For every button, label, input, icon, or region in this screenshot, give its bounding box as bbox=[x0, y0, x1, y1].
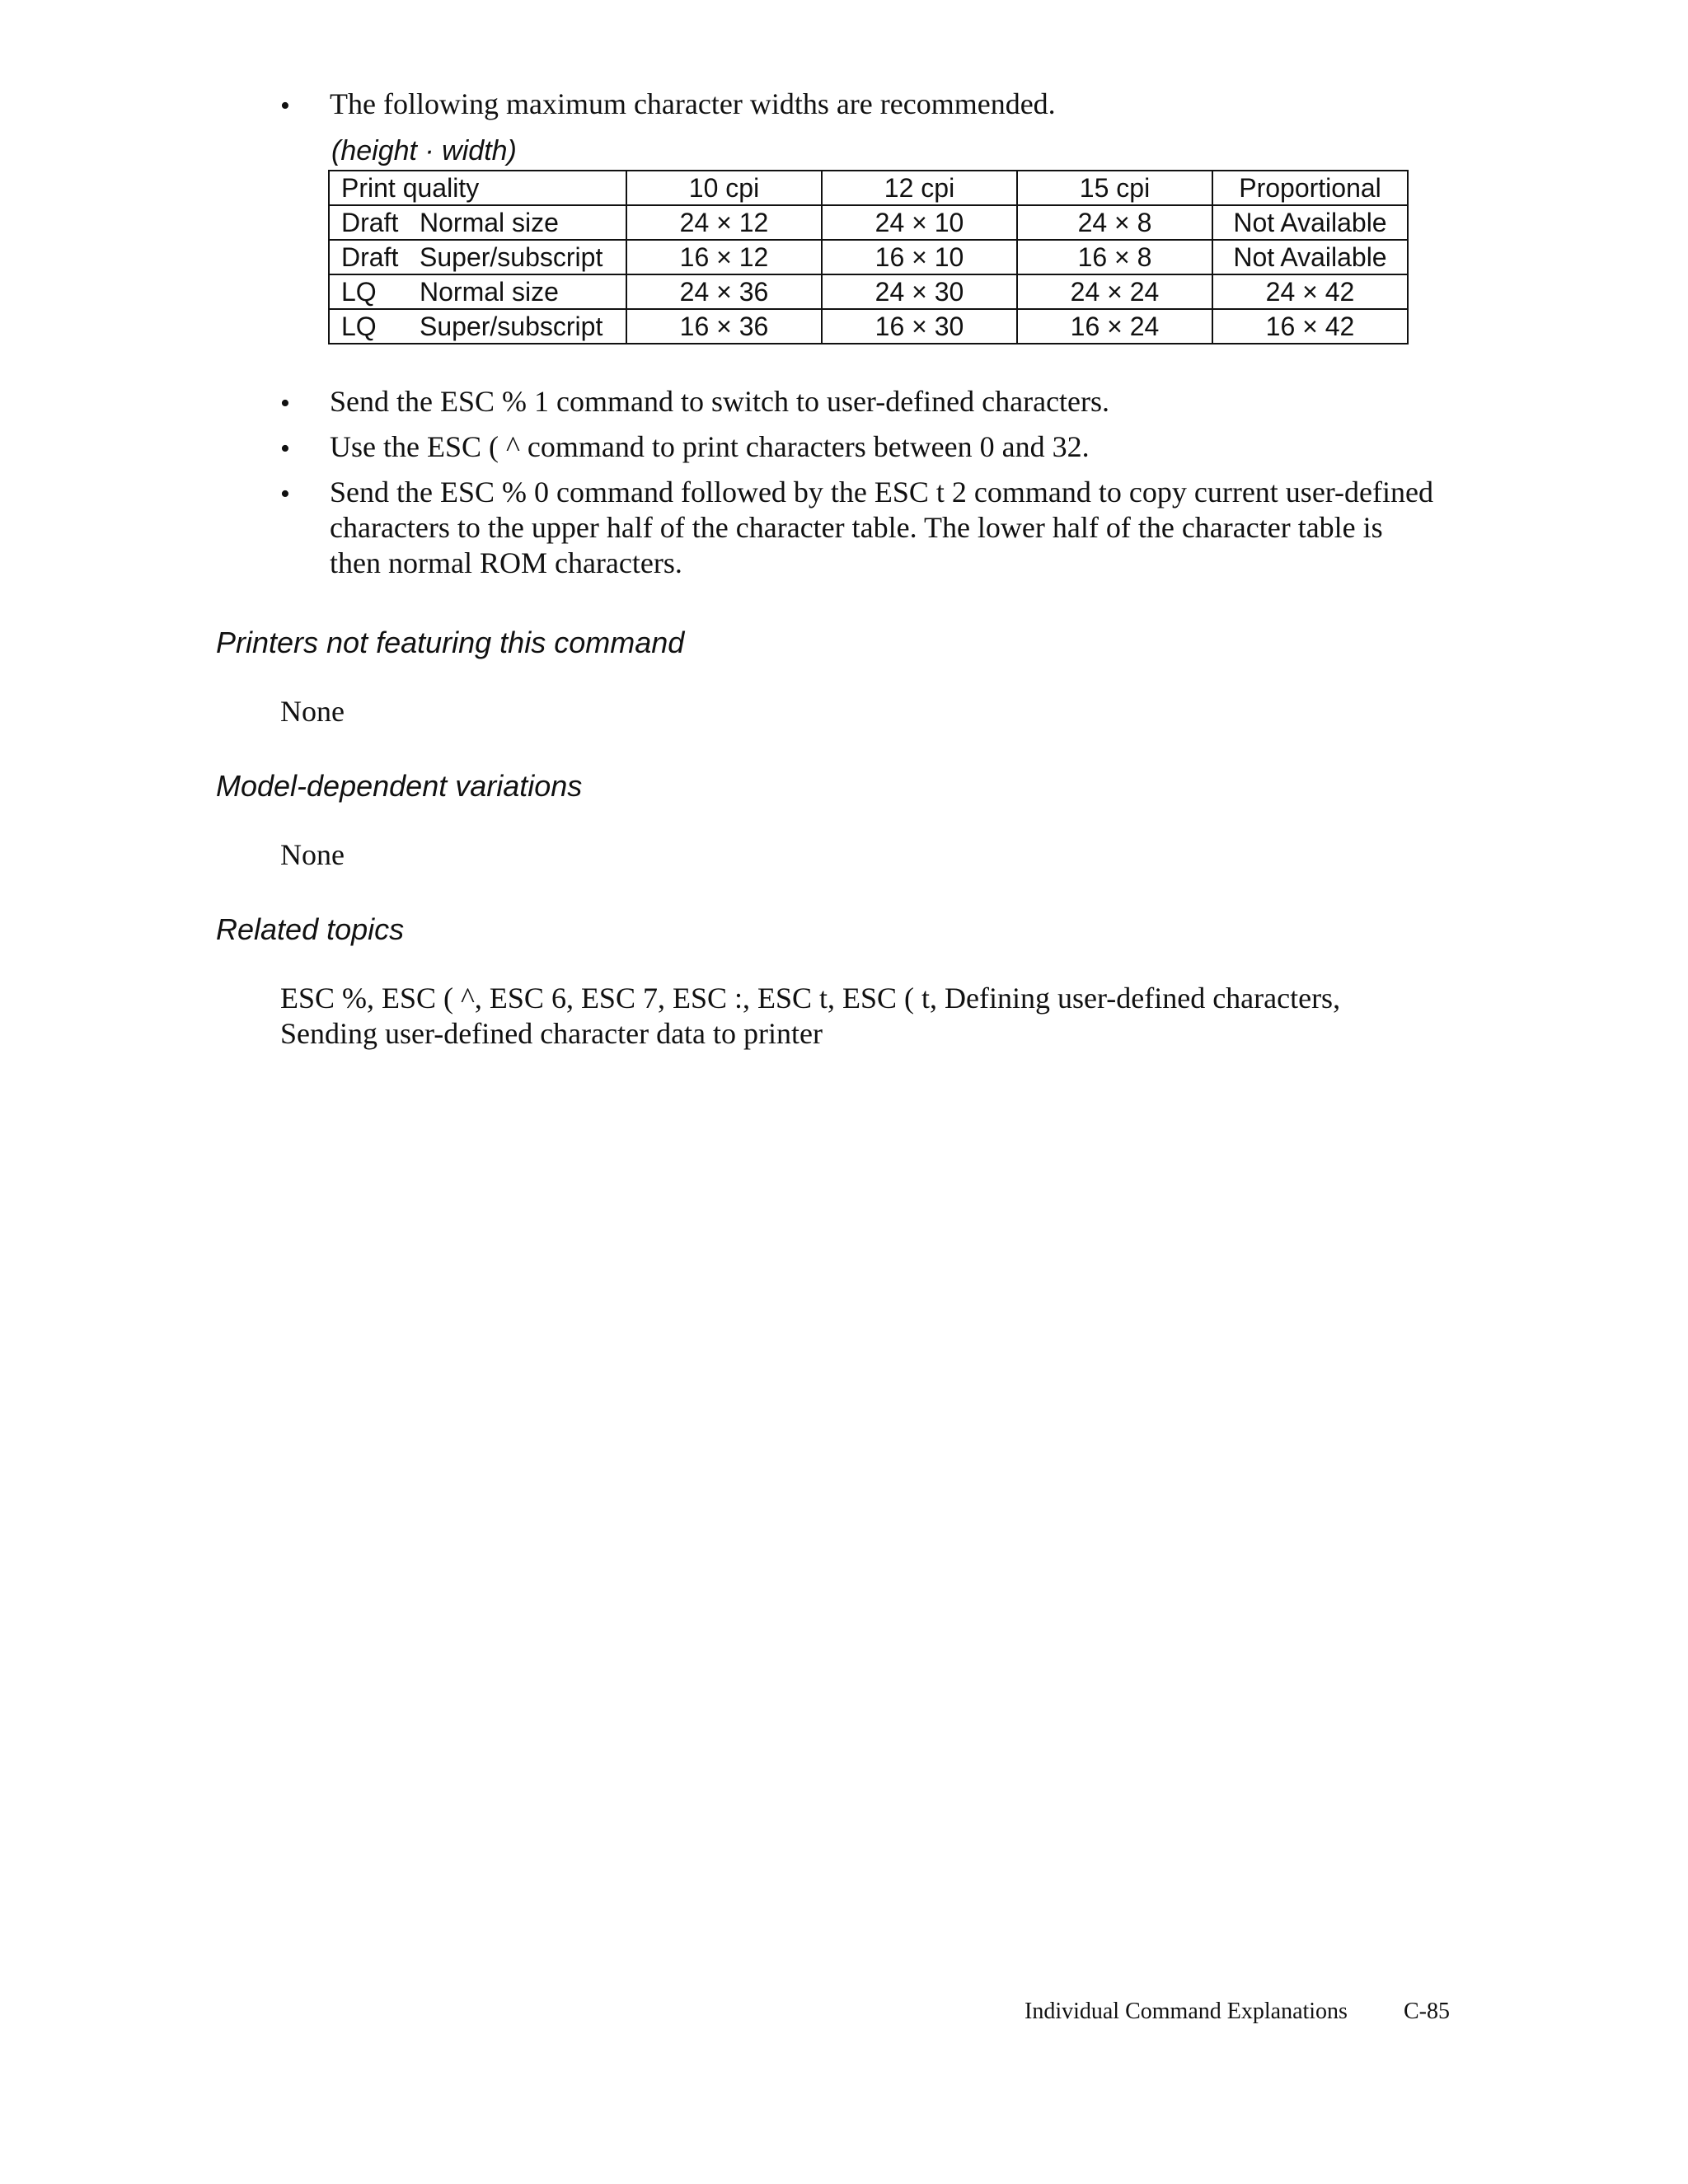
section-heading-related-topics: Related topics bbox=[216, 912, 405, 946]
table-row bbox=[329, 240, 1408, 274]
table-cell: 24 × 12 bbox=[626, 205, 822, 240]
table-cell: 16 × 8 bbox=[1017, 240, 1212, 274]
table-cell: 16 × 30 bbox=[822, 309, 1017, 344]
table-cell: 16 × 36 bbox=[626, 309, 822, 344]
bullet-marker: • bbox=[280, 91, 290, 121]
table-cell: 24 × 42 bbox=[1212, 274, 1408, 309]
section-heading-printers-not-featuring: Printers not featuring this command bbox=[216, 626, 685, 659]
section-body-printers-not-featuring: None bbox=[280, 695, 345, 728]
quality-label: LQ bbox=[341, 276, 377, 307]
print-quality-cell bbox=[329, 205, 626, 240]
table-cell: 16 × 10 bbox=[822, 240, 1017, 274]
table-cell: 16 × 12 bbox=[626, 240, 822, 274]
character-width-table bbox=[328, 170, 1409, 344]
quality-label: Draft bbox=[341, 241, 399, 272]
related-topics-line: Sending user-defined character data to printer bbox=[280, 1017, 823, 1050]
section-heading-model-dependent: Model-dependent variations bbox=[216, 769, 583, 803]
table-cell: 16 × 24 bbox=[1017, 309, 1212, 344]
table-cell: 24 × 10 bbox=[822, 205, 1017, 240]
table-row bbox=[329, 274, 1408, 309]
footer-page-number: C-85 bbox=[1404, 1999, 1450, 2024]
table-cell: 16 × 42 bbox=[1212, 309, 1408, 344]
header-cell-15cpi: 15 cpi bbox=[1017, 171, 1212, 205]
table-cell: 24 × 8 bbox=[1017, 205, 1212, 240]
header-cell-12cpi: 12 cpi bbox=[822, 171, 1017, 205]
table-cell: Not Available bbox=[1212, 240, 1408, 274]
bullet-marker: • bbox=[280, 388, 290, 419]
quality-label: Draft bbox=[341, 207, 399, 237]
table-cell: Not Available bbox=[1212, 205, 1408, 240]
bullet-marker: • bbox=[280, 479, 290, 509]
bullet-text-switch-user-defined: Send the ESC % 1 command to switch to user-defined characters. bbox=[330, 385, 1110, 418]
footer-section-title: Individual Command Explanations bbox=[1025, 1999, 1348, 2024]
size-label: Normal size bbox=[420, 207, 559, 237]
related-topics-line: ESC %, ESC ( ^, ESC 6, ESC 7, ESC :, ESC t, ESC ( t, Defining user-defined characters, bbox=[280, 982, 1341, 1015]
size-label: Super/subscript bbox=[420, 241, 603, 272]
header-cell-10cpi: 10 cpi bbox=[626, 171, 822, 205]
table-row bbox=[329, 309, 1408, 344]
print-quality-cell bbox=[329, 240, 626, 274]
quality-label: LQ bbox=[341, 311, 377, 341]
table-unit-caption: (height · width) bbox=[331, 135, 517, 166]
print-quality-cell bbox=[329, 274, 626, 309]
size-label: Normal size bbox=[420, 276, 559, 307]
size-label: Super/subscript bbox=[420, 311, 603, 341]
table-row bbox=[329, 205, 1408, 240]
bullet-marker: • bbox=[280, 434, 290, 464]
section-body-model-dependent: None bbox=[280, 838, 345, 871]
table-cell: 24 × 30 bbox=[822, 274, 1017, 309]
section-body-related-topics bbox=[280, 981, 1451, 1052]
table-header-row bbox=[329, 171, 1408, 205]
bullet-text-print-characters: Use the ESC ( ^ command to print characters between 0 and 32. bbox=[330, 430, 1090, 463]
header-cell-print-quality: Print quality bbox=[329, 171, 626, 205]
bullet-text-copy-characters: Send the ESC % 0 command followed by the ESC t 2 command to copy current user-defined characters to the upper half of the character table. The lower half of the character table is then normal ROM characters. bbox=[330, 476, 1433, 579]
print-quality-cell bbox=[329, 309, 626, 344]
table-cell: 24 × 24 bbox=[1017, 274, 1212, 309]
table-cell: 24 × 36 bbox=[626, 274, 822, 309]
bullet-text-recommended-widths: The following maximum character widths are recommended. bbox=[330, 87, 1056, 120]
header-cell-proportional: Proportional bbox=[1212, 171, 1408, 205]
